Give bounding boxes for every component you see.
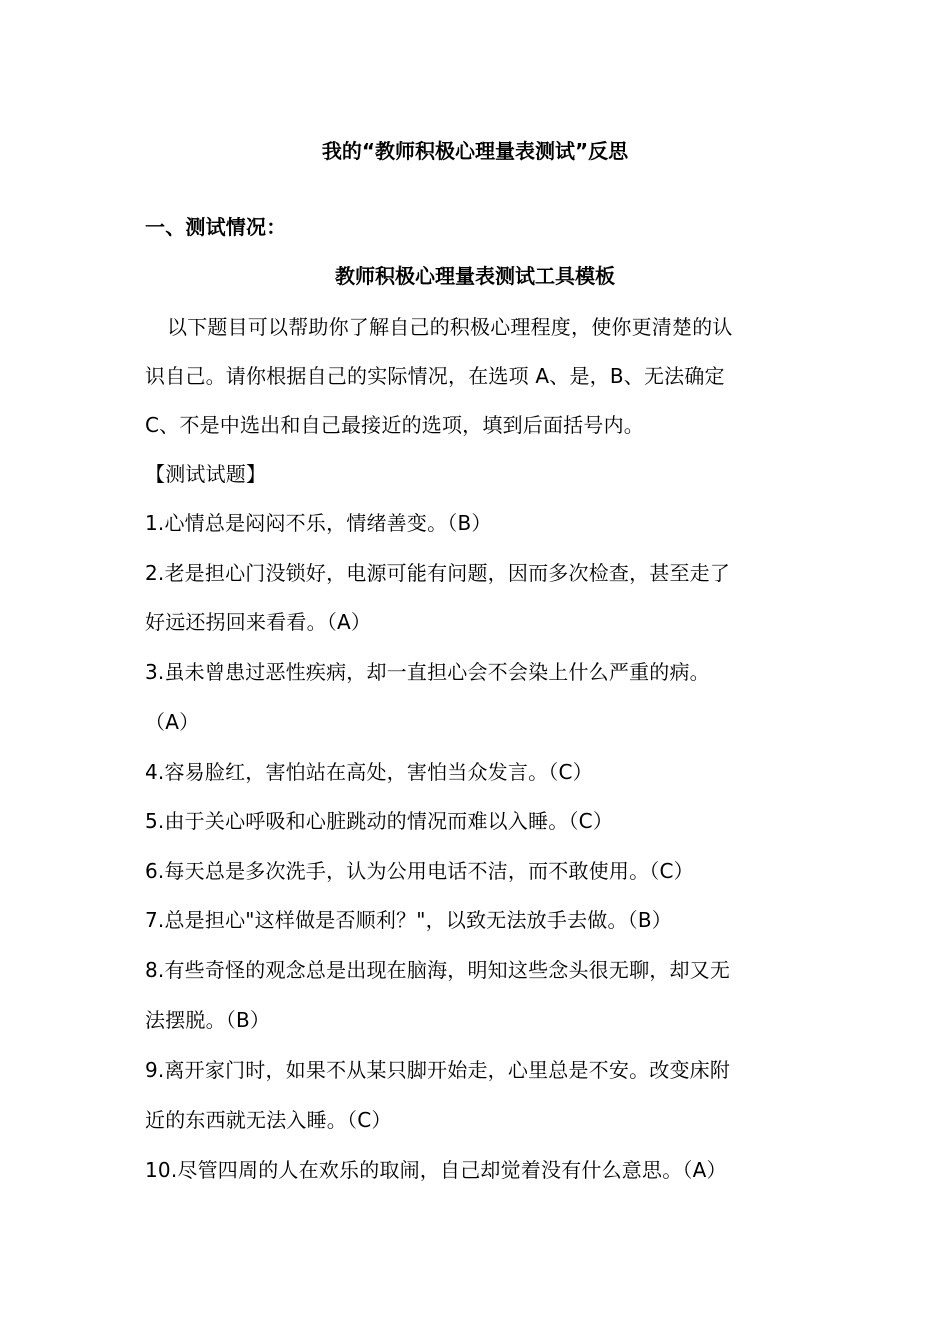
- question-line: 10.尽管四周的人在欢乐的取闹，自己却觉着没有什么意思。（A）: [145, 1158, 727, 1182]
- document-title: 我的“教师积极心理量表测试”反思: [321, 139, 629, 163]
- intro-line: 以下题目可以帮助你了解自己的积极心理程度，使你更清楚的认: [167, 315, 733, 339]
- question-line: 近的东西就无法入睡。（C）: [145, 1108, 392, 1132]
- section-heading: 一、测试情况：: [145, 215, 287, 239]
- question-line: 2.老是担心门没锁好，电源可能有问题，因而多次检查，甚至走了: [145, 561, 731, 585]
- question-line: 4.容易脸红，害怕站在高处，害怕当众发言。（C）: [145, 760, 593, 784]
- question-line: 5.由于关心呼吸和心脏跳动的情况而难以入睡。（C）: [145, 809, 614, 833]
- question-line: 1.心情总是闷闷不乐，情绪善变。（B）: [145, 511, 492, 535]
- question-line: 8.有些奇怪的观念总是出现在脑海，明知这些念头很无聊，却又无: [145, 958, 731, 982]
- question-line: 3.虽未曾患过恶性疾病，却一直担心会不会染上什么严重的病。: [145, 660, 710, 684]
- question-line: 法摆脱。（B）: [145, 1008, 271, 1032]
- question-line: 好远还拐回来看看。（A）: [145, 610, 372, 634]
- test-heading: 【测试试题】: [145, 462, 267, 486]
- question-line: 9.离开家门时，如果不从某只脚开始走，心里总是不安。改变床附: [145, 1058, 731, 1082]
- intro-line: C、不是中选出和自己最接近的选项，填到后面括号内。: [145, 413, 644, 437]
- question-line: 7.总是担心"这样做是否顺利？"，以致无法放手去做。（B）: [145, 908, 673, 932]
- question-line: 6.每天总是多次洗手，认为公用电话不洁，而不敢使用。（C）: [145, 859, 694, 883]
- question-line: （A）: [145, 710, 200, 734]
- subtitle: 教师积极心理量表测试工具模板: [335, 264, 615, 288]
- intro-line: 识自己。请你根据自己的实际情况，在选项 A、是，B、无法确定: [145, 364, 725, 388]
